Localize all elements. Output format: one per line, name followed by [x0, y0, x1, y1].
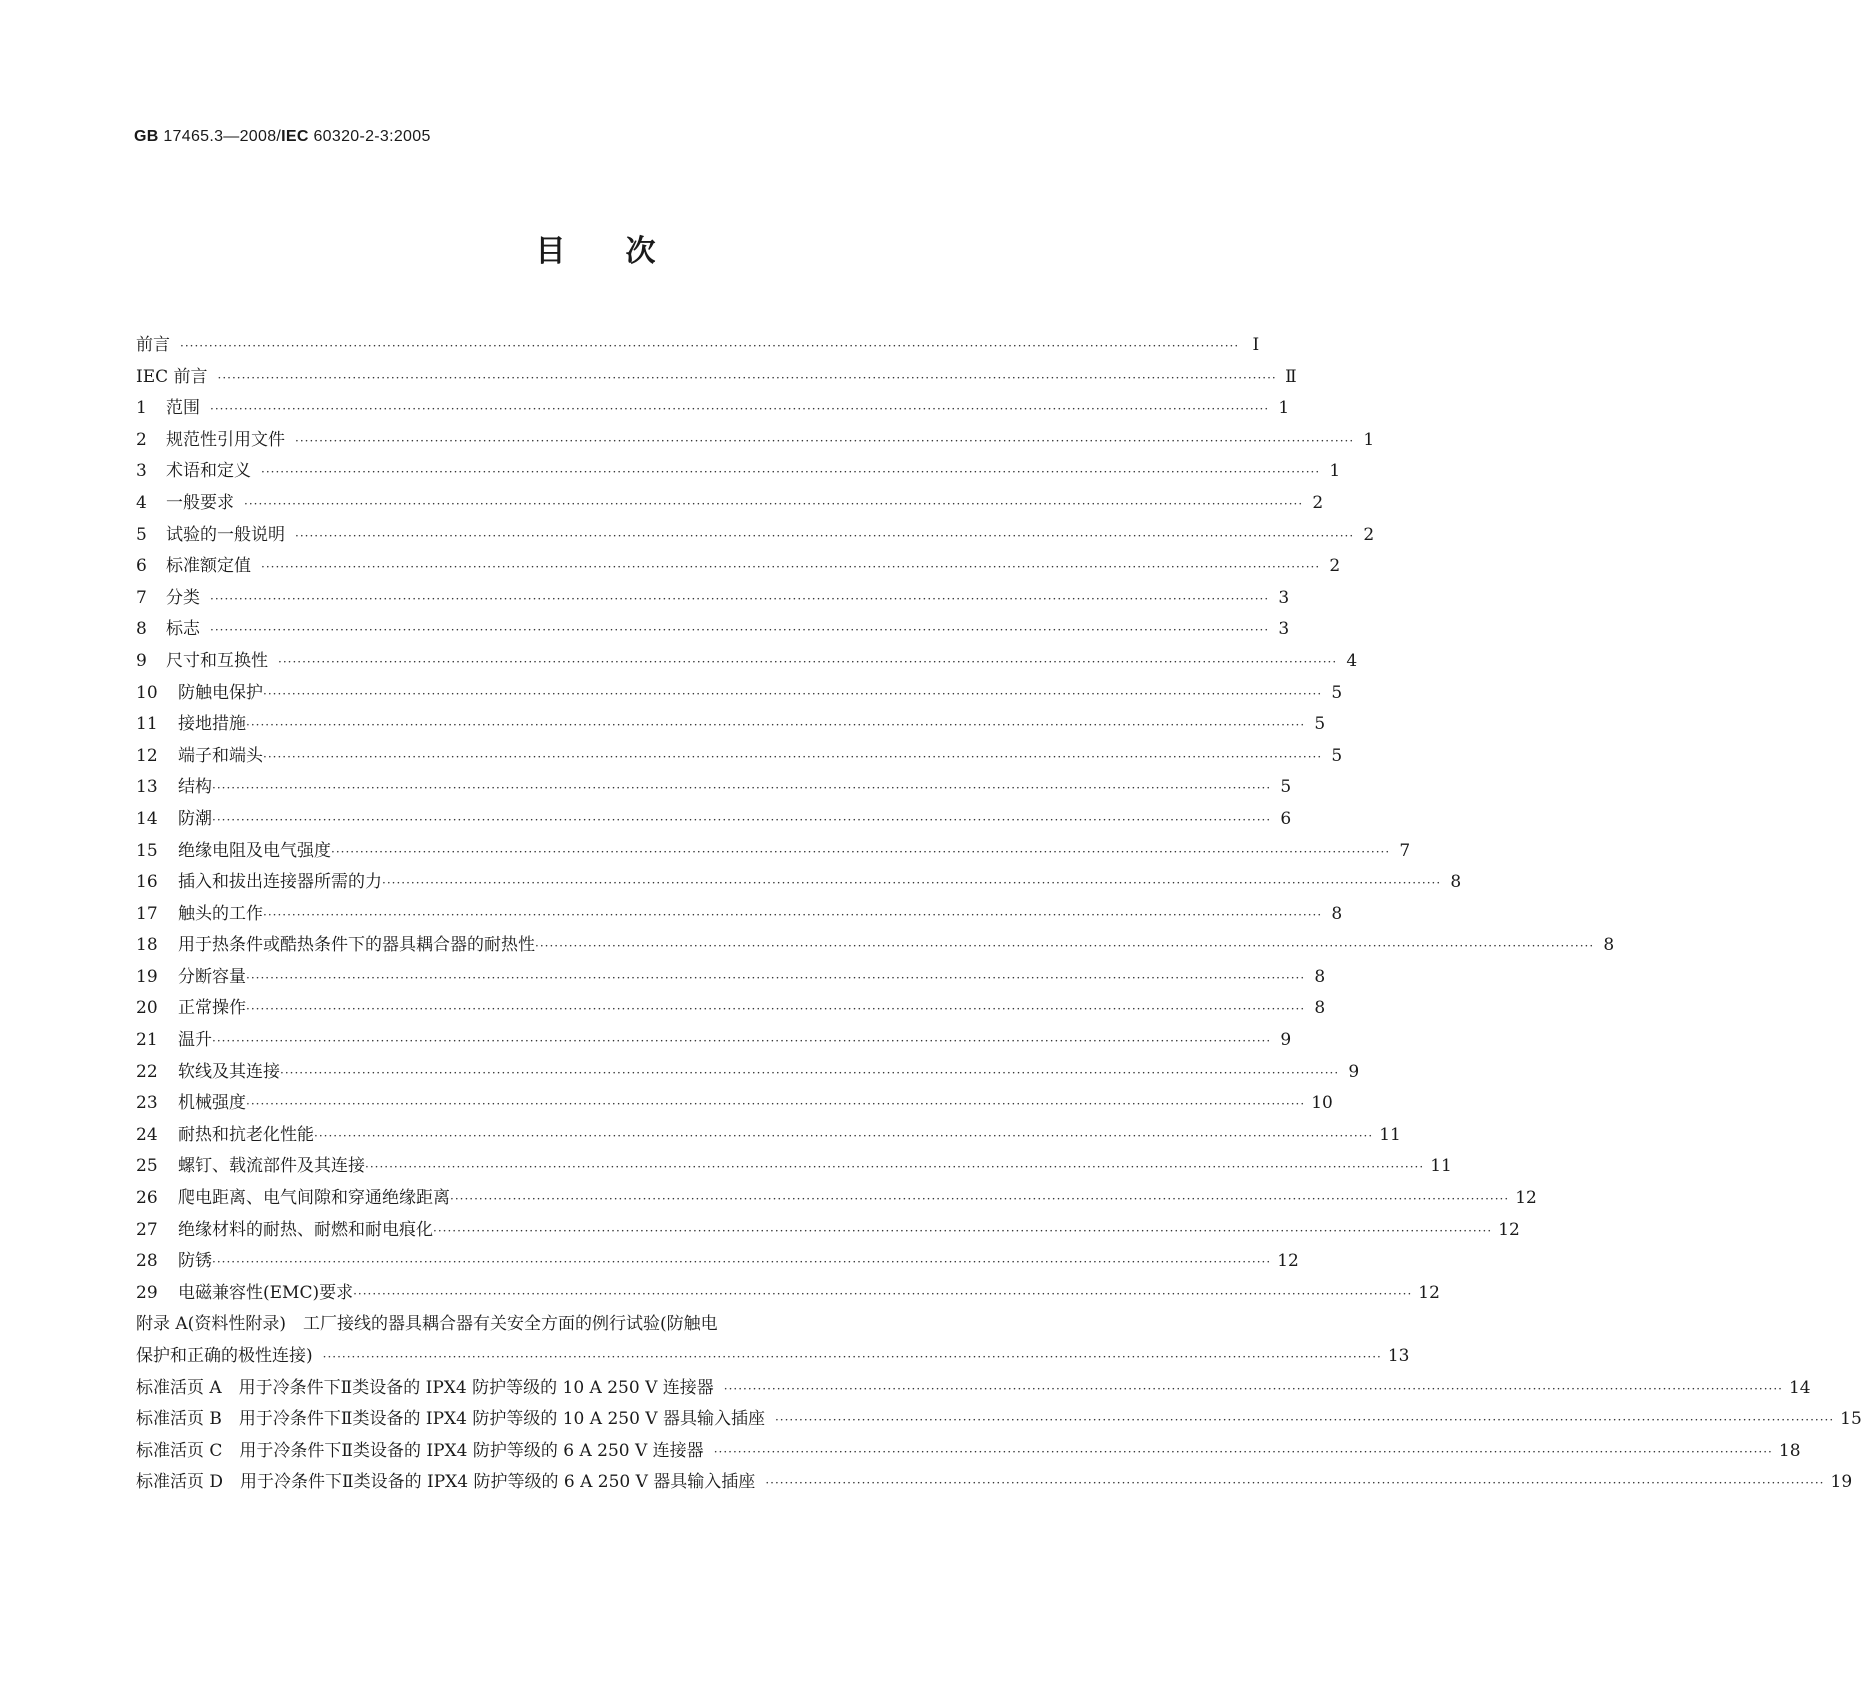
toc-entry-number: 9: [136, 650, 147, 671]
toc-entry-number: 22: [136, 1061, 158, 1082]
toc-entry[interactable]: [136, 678, 1343, 710]
toc-entry[interactable]: [136, 1183, 1537, 1215]
toc-entry-label: 保护和正确的极性连接): [136, 1346, 313, 1366]
toc-entry-label: IEC 前言: [136, 366, 208, 387]
toc-entry-label: 绝缘电阻及电气强度: [178, 840, 331, 861]
toc-entry[interactable]: [136, 362, 1297, 394]
toc-entry-label: 触头的工作: [178, 903, 263, 924]
toc-entry-page: 1: [1329, 461, 1341, 482]
toc-entry-page: 6: [1280, 808, 1292, 829]
toc-entry[interactable]: [136, 456, 1341, 488]
toc-entry-page: 9: [1348, 1061, 1360, 1082]
toc-entry-page: 2: [1363, 524, 1375, 545]
toc-entry-page: 1: [1278, 398, 1290, 419]
std-iec: IEC: [281, 128, 309, 145]
toc-entry-label: 标准活页 A 用于冷条件下Ⅱ类设备的 IPX4 防护等级的 10 A 250 V 连接器: [136, 1377, 714, 1398]
toc-entry[interactable]: [136, 962, 1326, 994]
toc-entry-label: 结构: [178, 777, 212, 798]
toc-entry-label: 一般要求: [166, 492, 234, 513]
toc-entry[interactable]: [136, 614, 1290, 646]
toc-entry-page: 5: [1331, 745, 1343, 766]
toc-entry-page: 5: [1331, 682, 1343, 703]
toc-dot-leader: ····························································································································································································································: [210, 591, 1270, 606]
toc-entry-number: 8: [136, 619, 147, 640]
std-main: 17465.3—2008/: [163, 128, 282, 145]
toc-entry-label: 范围: [166, 398, 200, 419]
toc-dot-leader: ····························································································································································································································: [210, 402, 1270, 417]
toc-entry-page: 9: [1280, 1030, 1292, 1051]
toc-dot-leader: ····························································································································································································································: [774, 1413, 1835, 1428]
toc-entry[interactable]: [136, 709, 1326, 741]
toc-entry[interactable]: [136, 1373, 1811, 1405]
toc-dot-leader: ····························································································································································································································: [450, 1192, 1510, 1207]
toc-entry-label: 耐热和抗老化性能: [178, 1124, 314, 1145]
toc-entry[interactable]: [136, 1025, 1292, 1057]
toc-dot-leader: ····························································································································································································································: [212, 1034, 1272, 1049]
toc-entry[interactable]: [136, 1088, 1333, 1120]
toc-entry-page: 2: [1329, 556, 1341, 577]
toc-entry-page: 8: [1603, 935, 1615, 956]
toc-entry-number: 10: [136, 682, 158, 703]
toc-entry[interactable]: [136, 1215, 1520, 1247]
toc-entry-number: 28: [136, 1251, 158, 1272]
toc-entry-number: 24: [136, 1124, 158, 1145]
toc-entry-number: 2: [136, 429, 147, 450]
toc-entry-label: 防触电保护: [178, 682, 263, 703]
toc-dot-leader: ····························································································································································································································: [314, 1128, 1374, 1143]
toc-entry-page: 4: [1346, 650, 1358, 671]
toc-entry[interactable]: [136, 583, 1290, 615]
toc-entry-label: 标准活页 D 用于冷条件下Ⅱ类设备的 IPX4 防护等级的 6 A 250 V 器具输入插座: [136, 1472, 756, 1493]
toc-entry-label: 防锈: [178, 1251, 212, 1272]
toc-entry-number: 19: [136, 966, 158, 987]
toc-entry-number: 18: [136, 935, 158, 956]
toc-entry-number: 13: [136, 777, 158, 798]
toc-entry-page: 8: [1450, 872, 1462, 893]
toc-entry-label: 绝缘材料的耐热、耐燃和耐电痕化: [178, 1219, 433, 1240]
toc-entry-page: Ⅰ: [1252, 335, 1260, 355]
toc-entry[interactable]: [136, 1246, 1299, 1278]
toc-dot-leader: ····························································································································································································································: [210, 623, 1270, 638]
toc-entry-label: 标准活页 C 用于冷条件下Ⅱ类设备的 IPX4 防护等级的 6 A 250 V 连接器: [136, 1440, 704, 1461]
toc-entry[interactable]: [136, 646, 1358, 678]
toc-entry[interactable]: [136, 993, 1326, 1025]
toc-entry[interactable]: [136, 1278, 1440, 1310]
toc-entry-page: 15: [1840, 1409, 1862, 1430]
toc-dot-leader: ····························································································································································································································: [295, 528, 1355, 543]
toc-entry-page: 12: [1277, 1251, 1299, 1272]
toc-entry-label: 爬电距离、电气间隙和穿通绝缘距离: [178, 1188, 450, 1209]
toc-entry-number: 14: [136, 808, 158, 829]
toc-entry-page: 11: [1430, 1156, 1452, 1177]
toc-entry-page: 11: [1379, 1124, 1401, 1145]
toc-dot-leader: ····························································································································································································································: [246, 970, 1306, 985]
toc-entry[interactable]: [136, 1151, 1452, 1183]
toc-entry-number: 12: [136, 745, 158, 766]
toc-dot-leader: ····························································································································································································································: [212, 812, 1272, 827]
toc-entry-label: 端子和端头: [178, 745, 263, 766]
toc-dot-leader: ····························································································································································································································: [280, 1065, 1340, 1080]
toc-entry-label: 电磁兼容性(EMC)要求: [178, 1282, 354, 1303]
toc-entry-label: 试验的一般说明: [166, 524, 285, 545]
toc-entry[interactable]: [136, 930, 1615, 962]
toc-dot-leader: ····························································································································································································································: [382, 876, 1442, 891]
toc-entry-number: 26: [136, 1188, 158, 1209]
toc-entry-page: 19: [1830, 1472, 1853, 1493]
toc-entry-number: 7: [136, 587, 147, 608]
toc-entry[interactable]: [136, 1057, 1360, 1089]
toc-entry-number: 15: [136, 840, 158, 861]
toc-entry[interactable]: [136, 330, 1260, 362]
toc-entry-number: 6: [136, 556, 147, 577]
toc-entry-page: 1: [1363, 429, 1375, 450]
toc-dot-leader: ····························································································································································································································: [295, 433, 1355, 448]
toc-entry-page: Ⅱ: [1285, 366, 1297, 387]
toc-entry[interactable]: [136, 804, 1292, 836]
toc-entry-label: 接地措施: [178, 714, 246, 735]
toc-entry-label: 附录 A(资料性附录) 工厂接线的器具耦合器有关安全方面的例行试验(防触电: [136, 1314, 718, 1335]
toc-dot-leader: ····························································································································································································································: [331, 844, 1391, 859]
toc-entry-page: 3: [1278, 619, 1290, 640]
toc-entry[interactable]: [136, 425, 1375, 457]
toc-entry-number: 23: [136, 1093, 158, 1114]
toc-dot-leader: ····························································································································································································································: [246, 1097, 1306, 1112]
toc-entry-page: 3: [1278, 587, 1290, 608]
toc-entry-page: 12: [1498, 1219, 1520, 1240]
toc-dot-leader: ····························································································································································································································: [246, 1002, 1306, 1017]
toc-entry-page: 8: [1314, 998, 1326, 1019]
toc-dot-leader: ····························································································································································································································: [246, 718, 1306, 733]
toc-entry-number: 17: [136, 903, 158, 924]
toc-entry-label: 标志: [166, 619, 200, 640]
toc-dot-leader: ····························································································································································································································: [365, 1160, 1425, 1175]
toc-entry-number: 5: [136, 524, 147, 545]
toc-entry-label: 标准额定值: [166, 556, 251, 577]
toc-entry-label: 正常操作: [178, 998, 246, 1019]
toc-entry-label: 螺钉、载流部件及其连接: [178, 1156, 365, 1177]
toc-entry[interactable]: [136, 551, 1341, 583]
toc-entry[interactable]: [136, 741, 1343, 773]
toc-dot-leader: ····························································································································································································································: [180, 339, 1240, 353]
toc-entry[interactable]: [136, 520, 1375, 552]
toc-dot-leader: ····························································································································································································································: [713, 1444, 1773, 1459]
toc-entry-label: 用于热条件或酷热条件下的器具耦合器的耐热性: [178, 935, 535, 956]
toc-entry-page: 2: [1312, 492, 1324, 513]
toc-entry-number: 27: [136, 1219, 158, 1240]
toc-dot-leader: ····························································································································································································································: [278, 654, 1338, 669]
standard-number: [134, 128, 431, 146]
toc-entry-label: 插入和拔出连接器所需的力: [178, 872, 382, 893]
toc-entry-label: 尺寸和互换性: [166, 650, 268, 671]
toc-entry-number: 3: [136, 461, 147, 482]
toc-entry-label: 分类: [166, 587, 200, 608]
toc-entry-number: 1: [136, 398, 147, 419]
toc-entry-page: 12: [1418, 1282, 1440, 1303]
toc-entry-number: 20: [136, 998, 158, 1019]
toc-entry-number: 4: [136, 492, 147, 513]
toc-dot-leader: ····························································································································································································································: [433, 1223, 1493, 1238]
toc-entry-number: 11: [136, 714, 158, 735]
toc-entry-label: 温升: [178, 1030, 212, 1051]
toc-dot-leader: ····························································································································································································································: [261, 465, 1321, 480]
std-prefix: GB: [134, 128, 159, 145]
toc-entry[interactable]: [136, 772, 1292, 804]
page-title: 目次: [535, 234, 716, 269]
toc-entry-label: 防潮: [178, 808, 212, 829]
toc-dot-leader: ····························································································································································································································: [261, 560, 1321, 575]
toc-entry-page: 12: [1515, 1188, 1537, 1209]
toc-dot-leader: ····························································································································································································································: [765, 1476, 1825, 1491]
toc-entry-page: 5: [1280, 777, 1292, 798]
toc-dot-leader: ····························································································································································································································: [353, 1286, 1413, 1301]
toc-entry-number: 25: [136, 1156, 158, 1177]
toc-entry[interactable]: [136, 1404, 1862, 1436]
toc-dot-leader: ····························································································································································································································: [263, 686, 1323, 701]
toc-entry[interactable]: [136, 488, 1324, 520]
table-of-contents: [136, 330, 1862, 1499]
toc-dot-leader: ····························································································································································································································: [212, 781, 1272, 796]
toc-entry[interactable]: [136, 1341, 1410, 1373]
toc-entry-number: 29: [136, 1282, 158, 1303]
toc-entry-page: 18: [1778, 1440, 1801, 1461]
toc-entry-label: 标准活页 B 用于冷条件下Ⅱ类设备的 IPX4 防护等级的 10 A 250 V 器具输入插座: [136, 1409, 765, 1430]
toc-dot-leader: ····························································································································································································································: [217, 370, 1277, 385]
toc-entry-label: 前言: [136, 335, 170, 355]
toc-entry[interactable]: [136, 867, 1462, 899]
toc-dot-leader: ····························································································································································································································: [212, 1255, 1272, 1270]
toc-dot-leader: ····························································································································································································································: [263, 749, 1323, 764]
toc-entry[interactable]: [136, 899, 1343, 931]
std-iec-rest: 60320-2-3:2005: [313, 128, 431, 145]
toc-entry-page: 7: [1399, 840, 1411, 861]
toc-dot-leader: ····························································································································································································································: [322, 1350, 1382, 1364]
toc-entry-label: 规范性引用文件: [166, 429, 285, 450]
toc-entry[interactable]: [136, 1467, 1853, 1499]
toc-entry-page: 14: [1788, 1377, 1811, 1398]
toc-dot-leader: ····························································································································································································································: [263, 907, 1323, 922]
toc-entry-page: 10: [1311, 1093, 1333, 1114]
toc-entry[interactable]: [136, 1120, 1401, 1152]
toc-entry-number: 21: [136, 1030, 158, 1051]
toc-entry-label: 软线及其连接: [178, 1061, 280, 1082]
toc-entry[interactable]: [136, 1309, 1065, 1341]
toc-entry[interactable]: [136, 1436, 1801, 1468]
toc-entry-page: 13: [1387, 1346, 1410, 1366]
toc-dot-leader: ····························································································································································································································: [535, 939, 1595, 954]
toc-entry-page: 8: [1331, 903, 1343, 924]
toc-entry-page: 8: [1314, 966, 1326, 987]
toc-entry-number: 16: [136, 872, 158, 893]
toc-entry[interactable]: [136, 836, 1411, 868]
toc-dot-leader: ····························································································································································································································: [244, 496, 1304, 511]
toc-entry[interactable]: [136, 393, 1290, 425]
toc-entry-page: 5: [1314, 714, 1326, 735]
toc-entry-label: 机械强度: [178, 1093, 246, 1114]
toc-entry-label: 术语和定义: [166, 461, 251, 482]
toc-dot-leader: ····························································································································································································································: [723, 1381, 1783, 1396]
toc-entry-label: 分断容量: [178, 966, 246, 987]
